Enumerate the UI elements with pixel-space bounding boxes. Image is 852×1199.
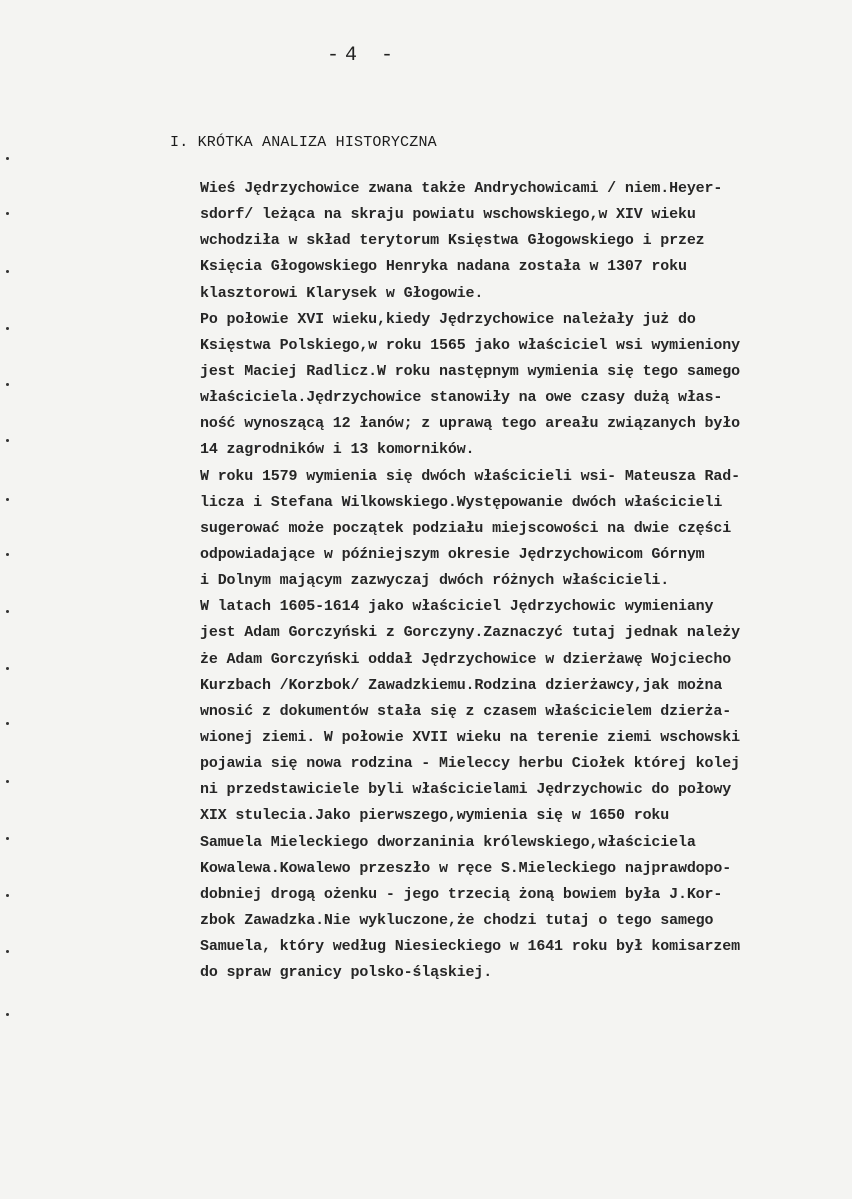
text-line: dobniej drogą ożenku - jego trzecią żoną bowiem była J.Kor- bbox=[200, 885, 723, 903]
text-line: właściciela.Jędrzychowice stanowiły na owe czasy dużą włas- bbox=[200, 389, 723, 407]
text-line: zbok Zawadzka.Nie wykluczone,że chodzi tutaj o tego samego bbox=[200, 911, 714, 929]
text-line: sugerować może początek podziału miejscowości na dwie części bbox=[200, 519, 732, 537]
binding-hole-mark bbox=[6, 894, 9, 897]
body-text bbox=[200, 176, 850, 986]
text-line: Samuela Mieleckiego dworzaninia królewskiego,właściciela bbox=[200, 833, 696, 851]
text-line: że Adam Gorczyński oddał Jędrzychowice w dzierżawę Wojciecho bbox=[200, 650, 732, 668]
binding-hole-mark bbox=[6, 950, 9, 953]
binding-hole-mark bbox=[6, 212, 9, 215]
binding-hole-mark bbox=[6, 383, 9, 386]
text-line: do spraw granicy polsko-śląskiej. bbox=[200, 964, 493, 982]
text-line: jest Maciej Radlicz.W roku następnym wymienia się tego samego bbox=[200, 362, 740, 380]
text-line: Księcia Głogowskiego Henryka nadana została w 1307 roku bbox=[200, 258, 687, 276]
text-line: wnosić z dokumentów stała się z czasem właścicielem dzierża- bbox=[200, 702, 732, 720]
binding-hole-mark bbox=[6, 837, 9, 840]
text-line: Kowalewa.Kowalewo przeszło w ręce S.Mieleckiego najprawdopo- bbox=[200, 859, 732, 877]
binding-hole-mark bbox=[6, 667, 9, 670]
binding-hole-mark bbox=[6, 610, 9, 613]
text-line: Samuela, który według Niesieckiego w 1641 roku był komisarzem bbox=[200, 938, 740, 956]
binding-hole-mark bbox=[6, 439, 9, 442]
binding-hole-mark bbox=[6, 327, 9, 330]
text-line: Po połowie XVI wieku,kiedy Jędrzychowice należały już do bbox=[200, 310, 696, 328]
text-line: ni przedstawiciele byli właścicielami Jędrzychowic do połowy bbox=[200, 781, 732, 799]
text-line: ność wynoszącą 12 łanów; z uprawą tego areału związanych było bbox=[200, 415, 740, 433]
text-line: 14 zagrodników i 13 komorników. bbox=[200, 441, 475, 459]
text-line: wchodziła w skład terytorum Księstwa Głogowskiego i przez bbox=[200, 232, 705, 250]
binding-hole-mark bbox=[6, 553, 9, 556]
binding-hole-mark bbox=[6, 270, 9, 273]
text-line: i Dolnym mającym zazwyczaj dwóch różnych właścicieli. bbox=[200, 572, 670, 590]
text-line: W roku 1579 wymienia się dwóch właścicieli wsi- Mateusza Rad- bbox=[200, 467, 740, 485]
page-number: -4 - bbox=[327, 44, 400, 67]
text-line: sdorf/ leżąca na skraju powiatu wschowskiego,w XIV wieku bbox=[200, 206, 696, 224]
binding-hole-mark bbox=[6, 1013, 9, 1016]
text-line: jest Adam Gorczyński z Gorczyny.Zaznaczyć tutaj jednak należy bbox=[200, 624, 740, 642]
text-line: klasztorowi Klarysek w Głogowie. bbox=[200, 284, 484, 302]
binding-hole-mark bbox=[6, 498, 9, 501]
text-line: odpowiadające w późniejszym okresie Jędrzychowicom Górnym bbox=[200, 545, 705, 563]
binding-hole-mark bbox=[6, 157, 9, 160]
text-line: wionej ziemi. W połowie XVII wieku na terenie ziemi wschowski bbox=[200, 728, 740, 746]
text-line: pojawia się nowa rodzina - Mieleccy herbu Ciołek której kolej bbox=[200, 755, 740, 773]
text-line: Księstwa Polskiego,w roku 1565 jako właściciel wsi wymieniony bbox=[200, 336, 740, 354]
text-line: Wieś Jędrzychowice zwana także Andrychowicami / niem.Heyer- bbox=[200, 180, 723, 197]
text-line: W latach 1605-1614 jako właściciel Jędrzychowic wymieniany bbox=[200, 598, 714, 616]
section-title: I. KRÓTKA ANALIZA HISTORYCZNA bbox=[170, 134, 437, 151]
text-line: licza i Stefana Wilkowskiego.Występowanie dwóch właścicieli bbox=[200, 493, 723, 511]
text-line: XIX stulecia.Jako pierwszego,wymienia się w 1650 roku bbox=[200, 807, 670, 825]
binding-hole-mark bbox=[6, 722, 9, 725]
binding-hole-mark bbox=[6, 780, 9, 783]
text-line: Kurzbach /Korzbok/ Zawadzkiemu.Rodzina dzierżawcy,jak można bbox=[200, 676, 723, 694]
